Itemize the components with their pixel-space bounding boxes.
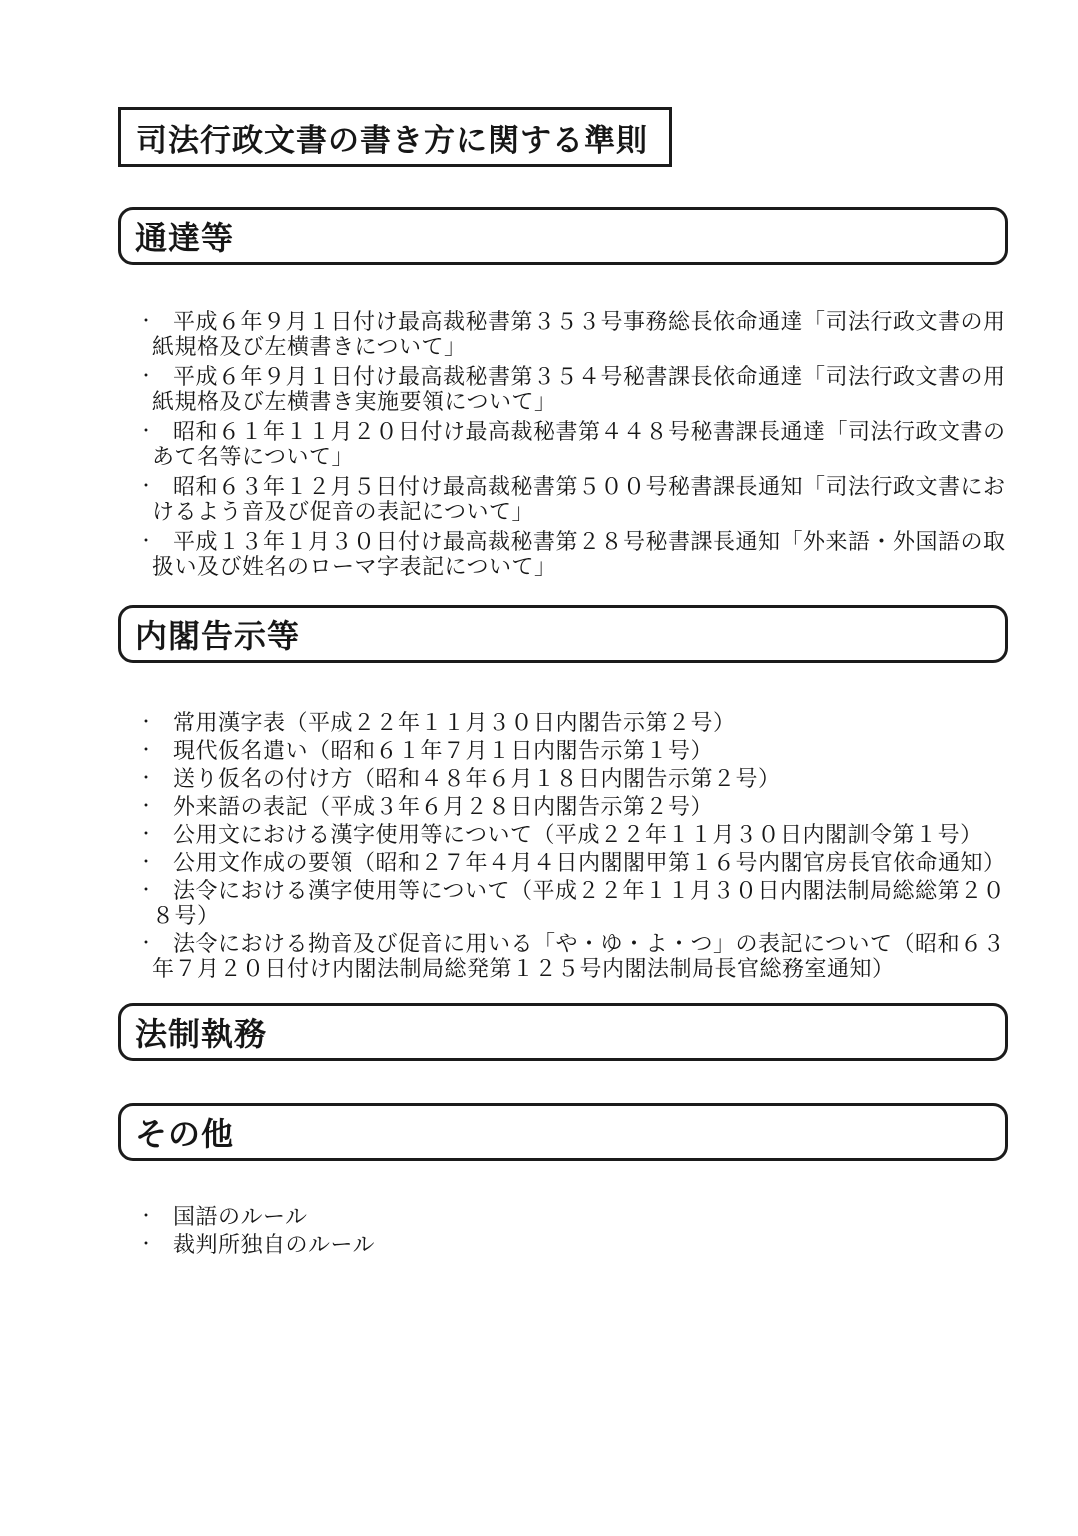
- item-text-line: 常用漢字表（平成２２年１１月３０日内閣告示第２号）: [173, 710, 736, 735]
- list-item: [118, 419, 1028, 469]
- bullet-icon: ・: [138, 882, 155, 899]
- list-item: [118, 850, 1028, 875]
- section-header-box-housei-shitsumu: [118, 1003, 1008, 1061]
- bullet-icon: ・: [138, 368, 155, 385]
- item-text-line: 紙規格及び左横書きについて」: [152, 334, 467, 359]
- bullet-list-naikaku-kokuji: [118, 710, 1028, 984]
- section-header-box-tsutatsu: [118, 207, 1008, 265]
- bullet-icon: ・: [138, 770, 155, 787]
- list-item: [118, 364, 1028, 414]
- list-item: [118, 738, 1028, 763]
- item-text-line: 平成１３年１月３０日付け最高裁秘書第２８号秘書課長通知「外来語・外国語の取: [173, 529, 1006, 554]
- section-heading: 内閣告示等: [135, 618, 301, 654]
- bullet-icon: ・: [138, 742, 155, 759]
- list-item: [118, 822, 1028, 847]
- list-item: [118, 529, 1028, 579]
- item-text-line: 平成６年９月１日付け最高裁秘書第３５４号秘書課長依命通達「司法行政文書の用: [173, 364, 1006, 389]
- list-item: [118, 1232, 1028, 1257]
- bullet-icon: ・: [138, 935, 155, 952]
- bullet-list-sonota: [118, 1204, 1028, 1260]
- item-text-line: あて名等について」: [152, 444, 355, 469]
- item-text-line: 紙規格及び左横書き実施要領について」: [152, 389, 557, 414]
- bullet-icon: ・: [138, 854, 155, 871]
- bullet-icon: ・: [138, 826, 155, 843]
- bullet-icon: ・: [138, 478, 155, 495]
- item-text-line: ８号）: [152, 903, 220, 928]
- section-header-box-naikaku-kokuji: [118, 605, 1008, 663]
- item-text-line: 国語のルール: [173, 1204, 308, 1229]
- list-item: [118, 931, 1028, 981]
- document-title-box: [118, 107, 672, 167]
- section-heading: 法制執務: [135, 1016, 268, 1052]
- list-item: [118, 878, 1028, 928]
- item-text-line: 平成６年９月１日付け最高裁秘書第３５３号事務総長依命通達「司法行政文書の用: [173, 309, 1006, 334]
- bullet-icon: ・: [138, 533, 155, 550]
- item-text-line: 昭和６１年１１月２０日付け最高裁秘書第４４８号秘書課長通達「司法行政文書の: [173, 419, 1006, 444]
- bullet-icon: ・: [138, 313, 155, 330]
- bullet-icon: ・: [138, 423, 155, 440]
- list-item: [118, 794, 1028, 819]
- bullet-icon: ・: [138, 1236, 155, 1253]
- bullet-icon: ・: [138, 1208, 155, 1225]
- bullet-list-tsutatsu: [118, 309, 1028, 584]
- list-item: [118, 309, 1028, 359]
- section-heading: 通達等: [135, 220, 235, 256]
- list-item: [118, 710, 1028, 735]
- item-text-line: けるよう音及び促音の表記について」: [152, 499, 535, 524]
- item-text-line: 裁判所独自のルール: [173, 1232, 376, 1257]
- item-text-line: 年７月２０日付け内閣法制局総発第１２５号内閣法制局長官総務室通知）: [152, 956, 895, 981]
- item-text-line: 法令における漢字使用等について（平成２２年１１月３０日内閣法制局総総第２０: [173, 878, 1006, 903]
- item-text-line: 現代仮名遣い（昭和６１年７月１日内閣告示第１号）: [173, 738, 714, 763]
- item-text-line: 昭和６３年１２月５日付け最高裁秘書第５００号秘書課長通知「司法行政文書にお: [173, 474, 1006, 499]
- section-heading: その他: [135, 1116, 235, 1152]
- item-text-line: 扱い及び姓名のローマ字表記について」: [152, 554, 557, 579]
- bullet-icon: ・: [138, 798, 155, 815]
- item-text-line: 公用文作成の要領（昭和２７年４月４日内閣閣甲第１６号内閣官房長官依命通知）: [173, 850, 1006, 875]
- item-text-line: 公用文における漢字使用等について（平成２２年１１月３０日内閣訓令第１号）: [173, 822, 983, 847]
- list-item: [118, 474, 1028, 524]
- bullet-icon: ・: [138, 714, 155, 731]
- list-item: [118, 766, 1028, 791]
- item-text-line: 送り仮名の付け方（昭和４８年６月１８日内閣告示第２号）: [173, 766, 781, 791]
- list-item: [118, 1204, 1028, 1229]
- item-text-line: 法令における拗音及び促音に用いる「や・ゆ・よ・つ」の表記について（昭和６３: [173, 931, 1006, 956]
- document-title: 司法行政文書の書き方に関する準則: [136, 122, 648, 158]
- item-text-line: 外来語の表記（平成３年６月２８日内閣告示第２号）: [173, 794, 714, 819]
- section-header-box-sonota: [118, 1103, 1008, 1161]
